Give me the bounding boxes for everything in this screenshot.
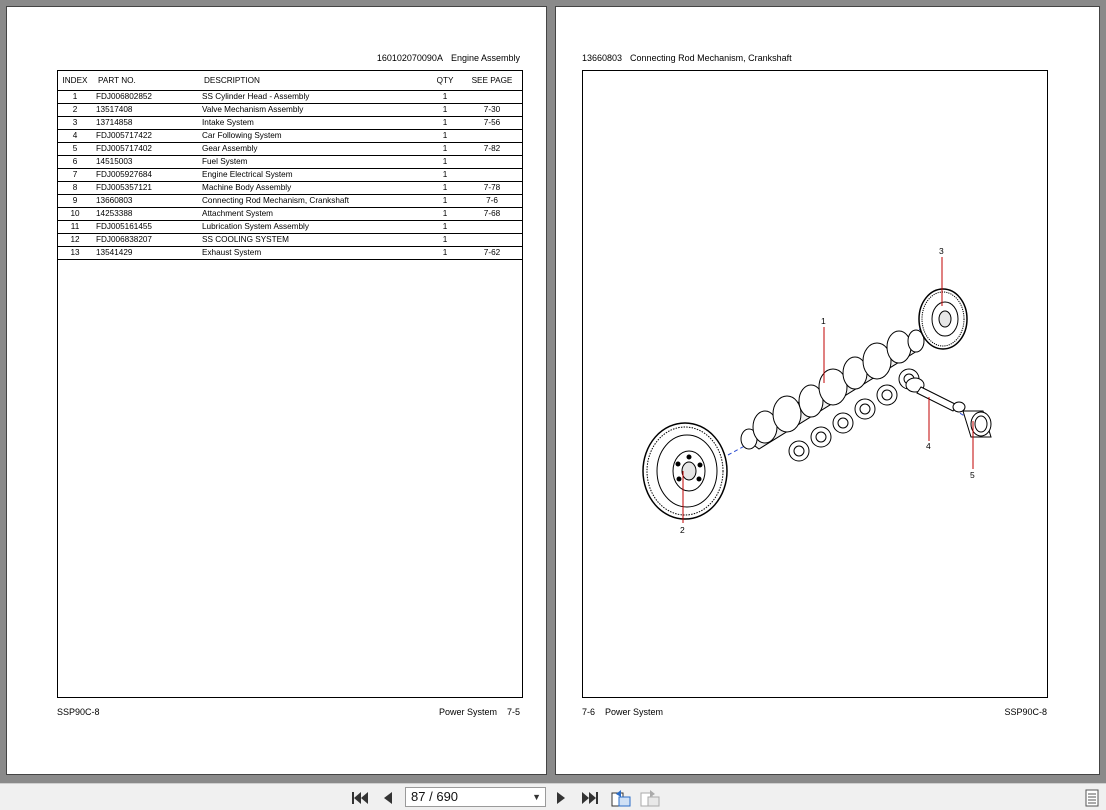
- row-part-no: 14253388: [92, 208, 198, 221]
- row-part-no: 14515003: [92, 156, 198, 169]
- row-description: Machine Body Assembly: [198, 182, 428, 195]
- row-qty: 1: [428, 195, 462, 208]
- table-row: [58, 221, 522, 234]
- table-row: [58, 117, 522, 130]
- last-page-icon: [581, 790, 599, 806]
- row-description: Gear Assembly: [198, 143, 428, 156]
- right-footer: [582, 707, 663, 717]
- table-row: [58, 169, 522, 182]
- table-row: [58, 247, 522, 260]
- table-row: [58, 195, 522, 208]
- right-page: [555, 6, 1100, 775]
- go-back-view-button[interactable]: [611, 788, 631, 808]
- row-description: Car Following System: [198, 130, 428, 143]
- callout-4: 4: [926, 441, 931, 451]
- row-see-page: 7-62: [462, 247, 522, 260]
- next-view-icon: [640, 789, 660, 807]
- left-footer: [439, 707, 520, 717]
- row-index: 2: [58, 104, 92, 117]
- previous-page-button[interactable]: [378, 788, 398, 808]
- diagram-title: Connecting Rod Mechanism, Crankshaft: [630, 53, 792, 63]
- row-index: 10: [58, 208, 92, 221]
- col-part-no: PART NO.: [92, 71, 198, 91]
- row-description: Intake System: [198, 117, 428, 130]
- table-row: [58, 234, 522, 247]
- next-page-icon: [555, 790, 567, 806]
- row-index: 8: [58, 182, 92, 195]
- next-page-button[interactable]: [551, 788, 571, 808]
- row-part-no: 13660803: [92, 195, 198, 208]
- row-part-no: 13714858: [92, 117, 198, 130]
- col-index: INDEX: [58, 71, 92, 91]
- table-row: [58, 91, 522, 104]
- right-page-header: [582, 53, 792, 63]
- row-see-page: 7-6: [462, 195, 522, 208]
- diagram-number: 13660803: [582, 53, 623, 63]
- row-description: Exhaust System: [198, 247, 428, 260]
- previous-page-icon: [382, 790, 394, 806]
- viewer-toolbar: [0, 783, 1106, 810]
- last-page-button[interactable]: [580, 788, 600, 808]
- right-footer-model: SSP90C-8: [1004, 707, 1047, 717]
- row-part-no: FDJ005357121: [92, 182, 198, 195]
- row-part-no: FDJ006838207: [92, 234, 198, 247]
- crankshaft-exploded-diagram: [583, 71, 1047, 697]
- row-see-page: [462, 130, 522, 143]
- row-see-page: 7-30: [462, 104, 522, 117]
- row-description: Connecting Rod Mechanism, Crankshaft: [198, 195, 428, 208]
- crankshaft-part: [741, 330, 924, 461]
- row-index: 13: [58, 247, 92, 260]
- chevron-down-icon[interactable]: ▼: [532, 792, 541, 802]
- row-qty: 1: [428, 234, 462, 247]
- row-see-page: 7-82: [462, 143, 522, 156]
- left-page-header: [377, 53, 520, 63]
- row-part-no: FDJ006802852: [92, 91, 198, 104]
- piston-part: [963, 411, 991, 437]
- left-page: [6, 6, 547, 775]
- row-qty: 1: [428, 104, 462, 117]
- row-qty: 1: [428, 221, 462, 234]
- row-description: SS COOLING SYSTEM: [198, 234, 428, 247]
- row-qty: 1: [428, 143, 462, 156]
- col-qty: QTY: [428, 71, 462, 91]
- row-description: Attachment System: [198, 208, 428, 221]
- callout-2: 2: [680, 525, 685, 535]
- connecting-rod-part: [906, 378, 965, 412]
- row-qty: 1: [428, 208, 462, 221]
- row-qty: 1: [428, 117, 462, 130]
- row-description: Lubrication System Assembly: [198, 221, 428, 234]
- row-qty: 1: [428, 182, 462, 195]
- parts-table-frame: [57, 70, 523, 698]
- left-footer-model: SSP90C-8: [57, 707, 100, 717]
- row-description: Valve Mechanism Assembly: [198, 104, 428, 117]
- parts-table-header: [58, 71, 522, 91]
- table-row: [58, 130, 522, 143]
- row-index: 6: [58, 156, 92, 169]
- row-part-no: FDJ005927684: [92, 169, 198, 182]
- row-part-no: FDJ005161455: [92, 221, 198, 234]
- row-part-no: FDJ005717402: [92, 143, 198, 156]
- row-qty: 1: [428, 169, 462, 182]
- page-number-input[interactable]: [405, 787, 546, 807]
- row-part-no: FDJ005717422: [92, 130, 198, 143]
- row-index: 1: [58, 91, 92, 104]
- row-qty: 1: [428, 247, 462, 260]
- callout-5: 5: [970, 470, 975, 480]
- row-part-no: 13517408: [92, 104, 198, 117]
- row-qty: 1: [428, 130, 462, 143]
- first-page-button[interactable]: [350, 788, 370, 808]
- row-part-no: 13541429: [92, 247, 198, 260]
- row-index: 7: [58, 169, 92, 182]
- previous-view-icon: [611, 789, 631, 807]
- first-page-icon: [351, 790, 369, 806]
- table-row: [58, 143, 522, 156]
- row-description: Engine Electrical System: [198, 169, 428, 182]
- row-see-page: [462, 91, 522, 104]
- row-index: 9: [58, 195, 92, 208]
- go-forward-view-button[interactable]: [640, 788, 660, 808]
- table-row: [58, 182, 522, 195]
- callout-3: 3: [939, 246, 944, 256]
- flywheel-part: [643, 423, 727, 519]
- row-see-page: 7-68: [462, 208, 522, 221]
- assembly-title: Engine Assembly: [450, 53, 520, 63]
- row-see-page: [462, 169, 522, 182]
- left-footer-page: 7-5: [506, 707, 520, 717]
- page-display-button[interactable]: [1082, 788, 1102, 808]
- col-description: DESCRIPTION: [198, 71, 428, 91]
- row-see-page: [462, 234, 522, 247]
- current-page: 87: [411, 789, 426, 804]
- callout-1: 1: [821, 316, 826, 326]
- row-see-page: 7-56: [462, 117, 522, 130]
- diagram-frame: [582, 70, 1048, 698]
- right-footer-page: 7-6: [582, 707, 596, 717]
- col-see-page: SEE PAGE: [462, 71, 522, 91]
- document-icon: [1085, 789, 1099, 807]
- left-footer-section: Power System: [438, 707, 497, 717]
- row-qty: 1: [428, 91, 462, 104]
- table-row: [58, 104, 522, 117]
- row-index: 4: [58, 130, 92, 143]
- total-pages: 690: [436, 789, 459, 804]
- row-index: 12: [58, 234, 92, 247]
- row-description: Fuel System: [198, 156, 428, 169]
- row-index: 5: [58, 143, 92, 156]
- assembly-number: 160102070090A: [376, 53, 443, 63]
- parts-table: [58, 71, 522, 260]
- table-row: [58, 156, 522, 169]
- right-footer-section: Power System: [605, 707, 664, 717]
- page-separator: /: [429, 789, 433, 804]
- row-see-page: [462, 156, 522, 169]
- row-index: 3: [58, 117, 92, 130]
- row-see-page: 7-78: [462, 182, 522, 195]
- row-qty: 1: [428, 156, 462, 169]
- row-index: 11: [58, 221, 92, 234]
- damper-pulley-part: [919, 289, 967, 349]
- row-description: SS Cylinder Head - Assembly: [198, 91, 428, 104]
- table-row: [58, 208, 522, 221]
- row-see-page: [462, 221, 522, 234]
